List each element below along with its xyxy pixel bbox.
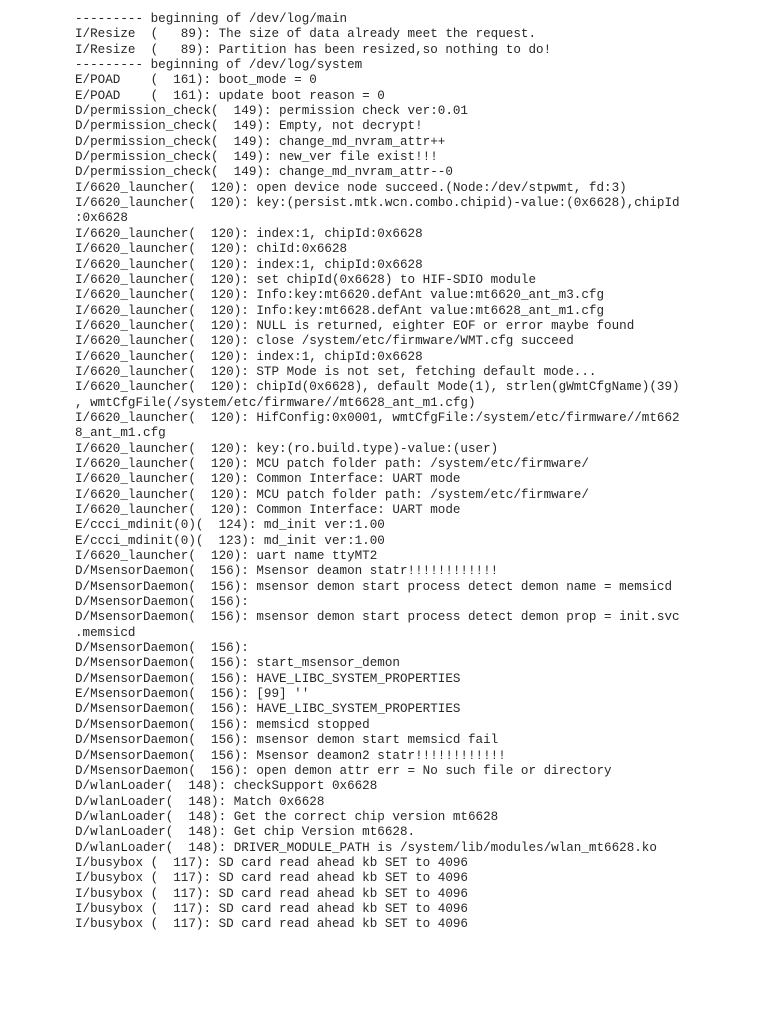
log-line: D/permission_check( 149): permission check ver:0.01 <box>75 104 468 119</box>
log-line: I/busybox ( 117): SD card read ahead kb SET to 4096 <box>75 917 468 932</box>
log-line: D/MsensorDaemon( 156): msensor demon start memsicd fail <box>75 733 499 748</box>
log-line: D/MsensorDaemon( 156): <box>75 641 249 656</box>
log-line: E/MsensorDaemon( 156): [99] '' <box>75 687 310 702</box>
log-line: D/MsensorDaemon( 156): Msensor deamon statr!!!!!!!!!!!! <box>75 564 499 579</box>
log-line: I/6620_launcher( 120): index:1, chipId:0x6628 <box>75 257 423 272</box>
log-line: D/MsensorDaemon( 156): Msensor deamon2 statr!!!!!!!!!!!! <box>75 748 506 763</box>
log-line: D/MsensorDaemon( 156): HAVE_LIBC_SYSTEM_PROPERTIES <box>75 671 461 686</box>
log-line: I/Resize ( 89): Partition has been resized,so nothing to do! <box>75 42 552 57</box>
log-line: 8_ant_m1.cfg <box>75 426 166 441</box>
log-line: I/6620_launcher( 120): index:1, chipId:0x6628 <box>75 349 423 364</box>
log-line: I/6620_launcher( 120): open device node succeed.(Node:/dev/stpwmt, fd:3) <box>75 180 627 195</box>
log-line: I/6620_launcher( 120): STP Mode is not set, fetching default mode... <box>75 364 597 379</box>
log-line: D/MsensorDaemon( 156): open demon attr err = No such file or directory <box>75 763 612 778</box>
log-line: D/permission_check( 149): new_ver file exist!!! <box>75 150 438 165</box>
log-line: I/6620_launcher( 120): chipId(0x6628), default Mode(1), strlen(gWmtCfgName)(39) <box>75 380 680 395</box>
log-line: I/6620_launcher( 120): Common Interface: UART mode <box>75 472 461 487</box>
log-line: :0x6628 <box>75 211 128 226</box>
log-line: , wmtCfgFile(/system/etc/firmware//mt6628_ant_m1.cfg) <box>75 395 476 410</box>
log-line: D/wlanLoader( 148): DRIVER_MODULE_PATH is /system/lib/modules/wlan_mt6628.ko <box>75 840 657 855</box>
log-line: --------- beginning of /dev/log/system <box>75 58 363 73</box>
log-line: D/wlanLoader( 148): Get chip Version mt6628. <box>75 825 416 840</box>
log-line: I/6620_launcher( 120): close /system/etc/firmware/WMT.cfg succeed <box>75 334 574 349</box>
log-line: I/6620_launcher( 120): MCU patch folder path: /system/etc/firmware/ <box>75 487 589 502</box>
log-line: D/MsensorDaemon( 156): HAVE_LIBC_SYSTEM_PROPERTIES <box>75 702 461 717</box>
log-line: I/6620_launcher( 120): MCU patch folder path: /system/etc/firmware/ <box>75 456 589 471</box>
log-line: I/6620_launcher( 120): chiId:0x6628 <box>75 242 348 257</box>
log-line: D/permission_check( 149): change_md_nvram_attr--0 <box>75 165 453 180</box>
log-line: I/6620_launcher( 120): set chipId(0x6628) to HIF-SDIO module <box>75 272 537 287</box>
log-line: E/POAD ( 161): update boot reason = 0 <box>75 88 385 103</box>
log-line: E/POAD ( 161): boot_mode = 0 <box>75 73 317 88</box>
log-line: I/busybox ( 117): SD card read ahead kb SET to 4096 <box>75 901 468 916</box>
log-line: I/busybox ( 117): SD card read ahead kb SET to 4096 <box>75 886 468 901</box>
log-line: D/wlanLoader( 148): Get the correct chip version mt6628 <box>75 809 499 824</box>
log-line: I/busybox ( 117): SD card read ahead kb SET to 4096 <box>75 871 468 886</box>
log-line: D/MsensorDaemon( 156): memsicd stopped <box>75 717 370 732</box>
log-line: E/ccci_mdinit(0)( 123): md_init ver:1.00 <box>75 533 385 548</box>
log-line: I/6620_launcher( 120): NULL is returned, eighter EOF or error maybe found <box>75 318 635 333</box>
log-line: .memsicd <box>75 625 136 640</box>
log-line: D/MsensorDaemon( 156): msensor demon start process detect demon prop = init.svc <box>75 610 680 625</box>
log-line: D/MsensorDaemon( 156): start_msensor_demon <box>75 656 400 671</box>
log-output <box>75 12 755 933</box>
log-line: I/6620_launcher( 120): Info:key:mt6620.defAnt value:mt6620_ant_m3.cfg <box>75 288 605 303</box>
log-line: I/6620_launcher( 120): uart name ttyMT2 <box>75 549 378 564</box>
log-line: I/6620_launcher( 120): Info:key:mt6628.defAnt value:mt6628_ant_m1.cfg <box>75 303 605 318</box>
log-line: --------- beginning of /dev/log/main <box>75 12 348 26</box>
log-line: D/wlanLoader( 148): Match 0x6628 <box>75 794 325 809</box>
log-line: I/6620_launcher( 120): key:(persist.mtk.wcn.combo.chipid)-value:(0x6628),chipId <box>75 196 680 211</box>
log-line: D/MsensorDaemon( 156): <box>75 595 249 610</box>
log-line: E/ccci_mdinit(0)( 124): md_init ver:1.00 <box>75 518 385 533</box>
log-line: D/permission_check( 149): change_md_nvram_attr++ <box>75 134 446 149</box>
log-line: I/6620_launcher( 120): HifConfig:0x0001, wmtCfgFile:/system/etc/firmware//mt662 <box>75 410 680 425</box>
log-line: I/6620_launcher( 120): index:1, chipId:0x6628 <box>75 226 423 241</box>
log-line: D/MsensorDaemon( 156): msensor demon start process detect demon name = memsicd <box>75 579 673 594</box>
log-line: I/Resize ( 89): The size of data already meet the request. <box>75 27 537 42</box>
log-line: I/busybox ( 117): SD card read ahead kb SET to 4096 <box>75 855 468 870</box>
log-line: I/6620_launcher( 120): Common Interface: UART mode <box>75 503 461 517</box>
log-line: I/6620_launcher( 120): key:(ro.build.type)-value:(user) <box>75 441 499 456</box>
log-line: D/wlanLoader( 148): checkSupport 0x6628 <box>75 779 378 794</box>
log-line: D/permission_check( 149): Empty, not decrypt! <box>75 119 423 134</box>
